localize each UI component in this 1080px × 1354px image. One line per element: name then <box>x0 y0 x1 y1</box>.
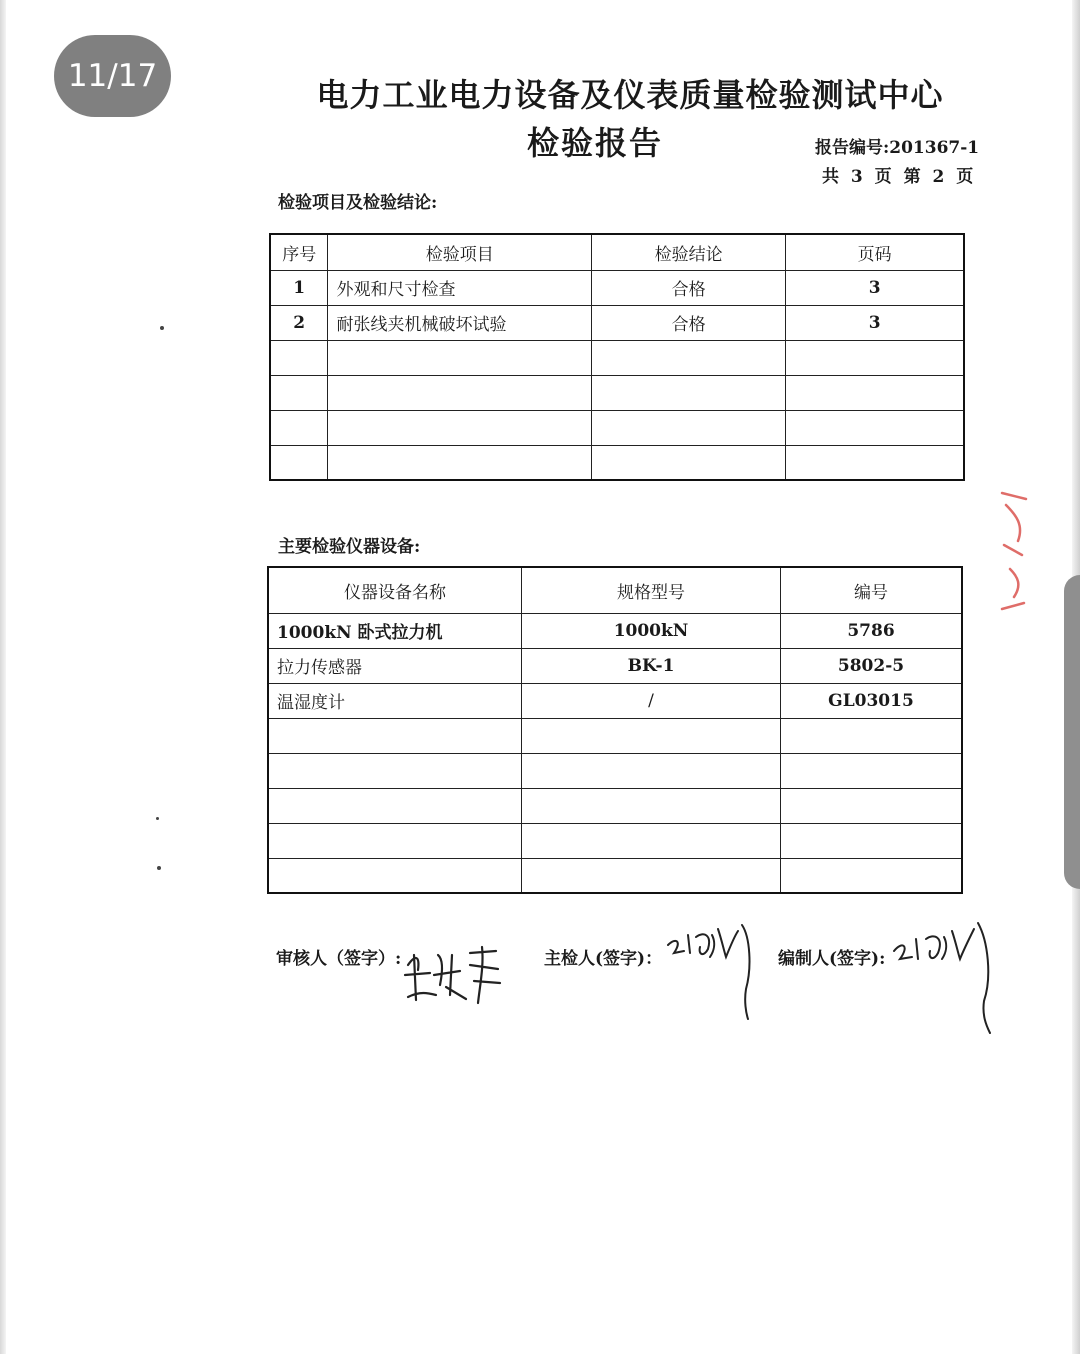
report-number: 报告编号:201367-1 <box>815 138 980 158</box>
table-row <box>268 683 962 718</box>
table-cell: 合格 <box>591 305 785 340</box>
empty-row <box>268 753 962 788</box>
header-cell: 页码 <box>786 234 964 270</box>
header-cell: 仪器设备名称 <box>268 567 522 613</box>
reviewer-label: 审核人（签字）: <box>276 949 402 969</box>
compiler-label: 编制人(签字): <box>778 949 886 969</box>
empty-row <box>270 340 964 375</box>
table-cell: 1000kN <box>522 613 781 648</box>
table-cell: 1000kN 卧式拉力机 <box>268 613 522 648</box>
table-cell: 5786 <box>780 613 962 648</box>
table-row <box>268 613 962 648</box>
empty-row <box>268 718 962 753</box>
scan-speck <box>157 866 161 870</box>
equipment-table <box>267 566 963 894</box>
reviewer-signature <box>400 925 510 1005</box>
signature-block <box>276 915 1006 1045</box>
table-row <box>268 648 962 683</box>
inspection-heading: 检验项目及检验结论: <box>278 193 438 213</box>
table-cell: 耐张线夹机械破坏试验 <box>328 305 592 340</box>
header-cell: 检验结论 <box>591 234 785 270</box>
compiler-signature <box>888 917 998 1037</box>
report-subtitle: 检验报告 <box>526 124 663 162</box>
table-cell: 3 <box>786 305 964 340</box>
inspector-label: 主检人(签字)： <box>544 949 663 969</box>
table-row <box>270 270 964 305</box>
empty-row <box>270 375 964 410</box>
table-header-row <box>270 234 964 270</box>
equipment-heading: 主要检验仪器设备: <box>278 537 421 557</box>
table-cell: 温湿度计 <box>268 683 522 718</box>
header-cell: 规格型号 <box>522 567 781 613</box>
header-cell: 检验项目 <box>328 234 592 270</box>
page-counter-badge: 11/17 <box>54 35 171 117</box>
report-title: 电力工业电力设备及仪表质量检验测试中心 <box>316 76 944 114</box>
table-cell: 外观和尺寸检查 <box>328 270 592 305</box>
header-cell: 序号 <box>270 234 328 270</box>
empty-row <box>270 410 964 445</box>
scan-speck <box>160 326 164 330</box>
table-cell: 合格 <box>591 270 785 305</box>
table-cell: 3 <box>786 270 964 305</box>
empty-row <box>268 788 962 823</box>
header-cell: 编号 <box>780 567 962 613</box>
table-cell: 2 <box>270 305 328 340</box>
scrollbar-handle[interactable] <box>1064 575 1080 889</box>
empty-row <box>268 858 962 893</box>
inspection-table <box>269 233 965 481</box>
inspector-signature <box>664 917 764 1027</box>
red-stamp-fragment <box>996 485 1036 625</box>
empty-row <box>268 823 962 858</box>
table-cell: BK-1 <box>522 648 781 683</box>
table-cell: 拉力传感器 <box>268 648 522 683</box>
scan-speck <box>156 817 159 820</box>
table-cell: 5802-5 <box>780 648 962 683</box>
table-cell: GL03015 <box>780 683 962 718</box>
table-cell: / <box>522 683 781 718</box>
table-header-row <box>268 567 962 613</box>
table-row <box>270 305 964 340</box>
table-cell: 1 <box>270 270 328 305</box>
page-info: 共 3 页 第 2 页 <box>822 167 974 187</box>
empty-row <box>270 445 964 480</box>
